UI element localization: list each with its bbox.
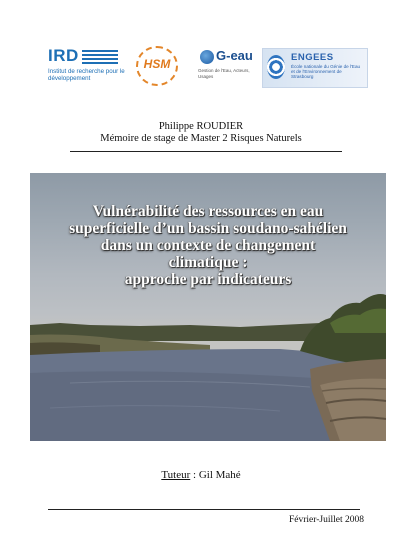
ird-logo-word: IRD — [48, 46, 79, 65]
tutor-line — [0, 469, 402, 481]
hsm-logo-word: HSM — [143, 57, 171, 71]
ird-logo-subtitle: Institut de recherche pour le développement — [48, 68, 125, 82]
engees-logo — [262, 48, 368, 88]
geau-logo — [198, 44, 256, 90]
author-name: Philippe ROUDIER — [158, 121, 244, 132]
author-block — [0, 121, 402, 145]
tutor-name: Gil Mahé — [198, 469, 241, 481]
engees-logo-subtitle: École nationale du Génie de l'Eau et de l'Environnement de Strasbourg — [291, 64, 361, 80]
logo-bar — [48, 44, 366, 92]
title-line: dans un contexte de changement — [100, 237, 316, 254]
geau-logo-word: G-eau — [216, 48, 253, 63]
date-range: Février-Juillet 2008 — [288, 515, 364, 525]
geau-logo-subtitle: Gestion de l'Eau, Acteurs, Usages — [198, 68, 250, 79]
header-divider — [70, 151, 342, 152]
thesis-subtitle: Mémoire de stage de Master 2 Risques Naturels — [100, 133, 302, 144]
ird-logo — [48, 44, 125, 90]
geau-globe-icon — [200, 50, 214, 64]
ird-stripe-icon — [82, 48, 118, 64]
thesis-title — [30, 203, 386, 288]
title-line: superficielle d’un bassin soudano-sahélien — [69, 220, 347, 237]
title-line: Vulnérabilité des ressources en eau — [92, 203, 324, 220]
footer-divider — [48, 509, 360, 510]
tutor-separator: : — [190, 469, 199, 481]
engees-logo-word: ENGEES — [291, 52, 334, 63]
cover-photo — [30, 173, 386, 441]
tutor-label: Tuteur — [161, 469, 191, 481]
title-line: approche par indicateurs — [124, 271, 292, 288]
title-line: climatique : — [168, 254, 248, 271]
engees-emblem-icon — [267, 55, 285, 79]
hsm-logo — [134, 44, 180, 90]
